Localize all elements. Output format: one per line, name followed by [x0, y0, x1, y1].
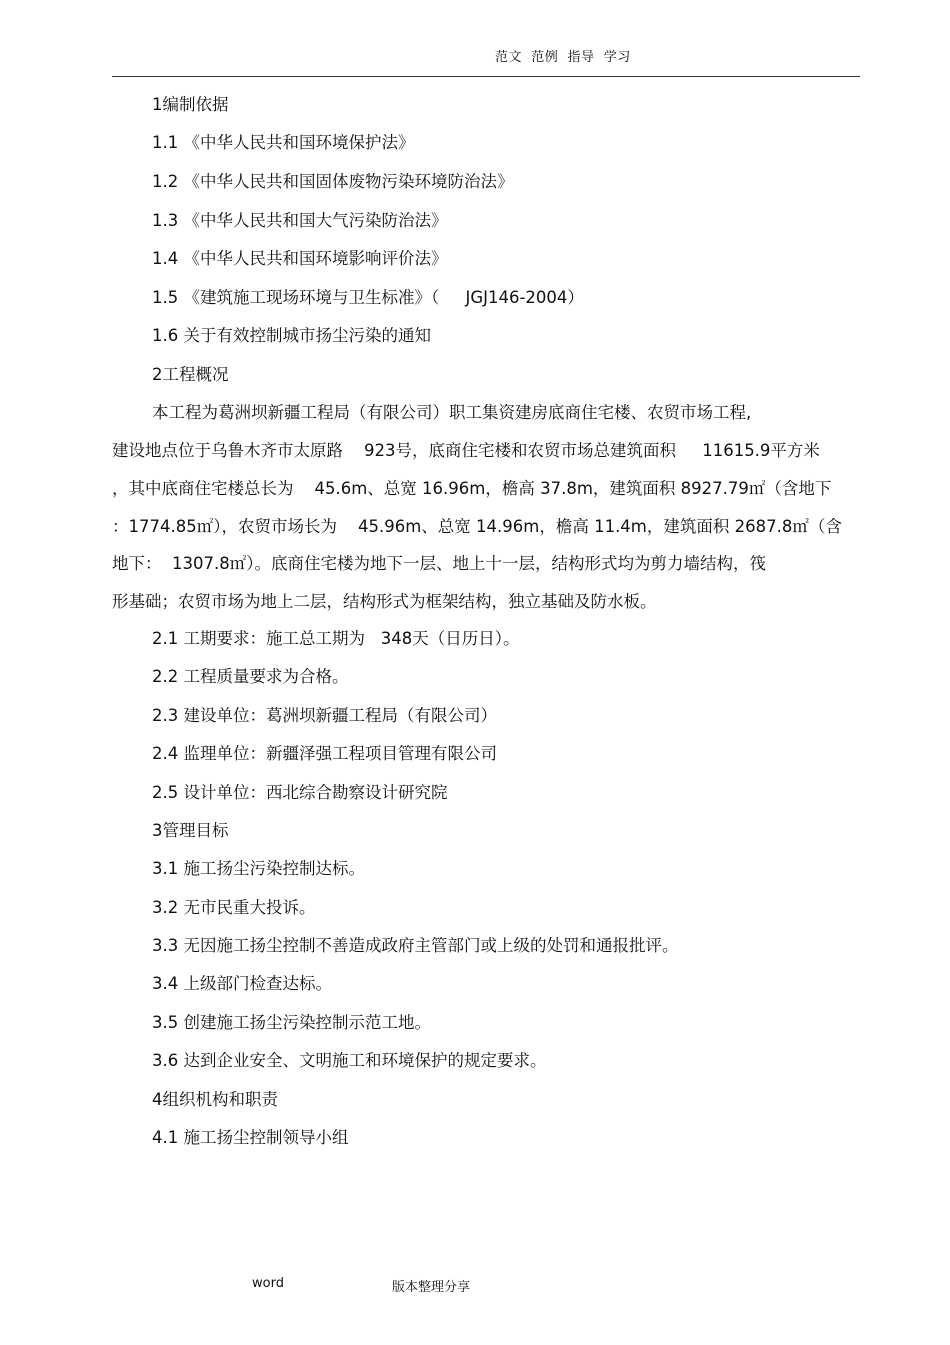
item-4-1: 4.1 施工扬尘控制领导小组: [152, 1128, 349, 1147]
section-2-title: 2工程概况: [152, 365, 229, 384]
overview-paragraph-line: ，其中底商住宅楼总长为 45.6m、总宽 16.96m，檐高 37.8m，建筑面积 8927.79㎡（含地下: [112, 479, 832, 498]
header-divider: [112, 76, 860, 77]
overview-paragraph-line: 本工程为葛洲坝新疆工程局（有限公司）职工集资建房底商住宅楼、农贸市场工程,: [152, 403, 752, 422]
overview-paragraph-line: 形基础；农贸市场为地上二层，结构形式为框架结构，独立基础及防水板。: [112, 592, 657, 611]
item-3-5: 3.5 创建施工扬尘污染控制示范工地。: [152, 1013, 431, 1032]
item-1-3: 1.3 《中华人民共和国大气污染防治法》: [152, 211, 448, 230]
section-3-title: 3管理目标: [152, 821, 229, 840]
item-1-4: 1.4 《中华人民共和国环境影响评价法》: [152, 249, 448, 268]
item-2-1: 2.1 工期要求：施工总工期为 348天（日历日）。: [152, 629, 520, 648]
overview-paragraph-line: 地下： 1307.8㎡）。底商住宅楼为地下一层、地上十一层，结构形式均为剪力墙结构，筏: [112, 554, 766, 573]
overview-paragraph-line: 建设地点位于乌鲁木齐市太原路 923号，底商住宅楼和农贸市场总建筑面积 11615.9平方米: [112, 441, 820, 460]
footer-right-text: 版本整理分享: [392, 1280, 471, 1295]
item-1-2: 1.2 《中华人民共和国固体废物污染环境防治法》: [152, 172, 514, 191]
section-4-title: 4组织机构和职责: [152, 1090, 278, 1109]
item-2-3: 2.3 建设单位：葛洲坝新疆工程局（有限公司）: [152, 706, 497, 725]
item-2-4: 2.4 监理单位：新疆泽强工程项目管理有限公司: [152, 744, 497, 763]
item-3-3: 3.3 无因施工扬尘控制不善造成政府主管部门或上级的处罚和通报批评。: [152, 936, 679, 955]
item-2-5: 2.5 设计单位：西北综合勘察设计研究院: [152, 783, 448, 802]
overview-paragraph-line: ：1774.85㎡），农贸市场长为 45.96m、总宽 14.96m，檐高 11.4m，建筑面积 2687.8㎡（含: [112, 517, 842, 536]
item-3-2: 3.2 无市民重大投诉。: [152, 898, 316, 917]
page-header: 范文 范例 指导 学习: [495, 50, 631, 65]
item-3-6: 3.6 达到企业安全、文明施工和环境保护的规定要求。: [152, 1051, 547, 1070]
item-1-5: 1.5 《建筑施工现场环境与卫生标准》（ JGJ146-2004）: [152, 288, 584, 307]
item-2-2: 2.2 工程质量要求为合格。: [152, 667, 349, 686]
item-1-6: 1.6 关于有效控制城市扬尘污染的通知: [152, 326, 431, 345]
section-1-title: 1编制依据: [152, 95, 229, 114]
item-3-1: 3.1 施工扬尘污染控制达标。: [152, 859, 365, 878]
footer-left-text: word: [252, 1276, 284, 1291]
item-3-4: 3.4 上级部门检查达标。: [152, 974, 332, 993]
item-1-1: 1.1 《中华人民共和国环境保护法》: [152, 133, 415, 152]
